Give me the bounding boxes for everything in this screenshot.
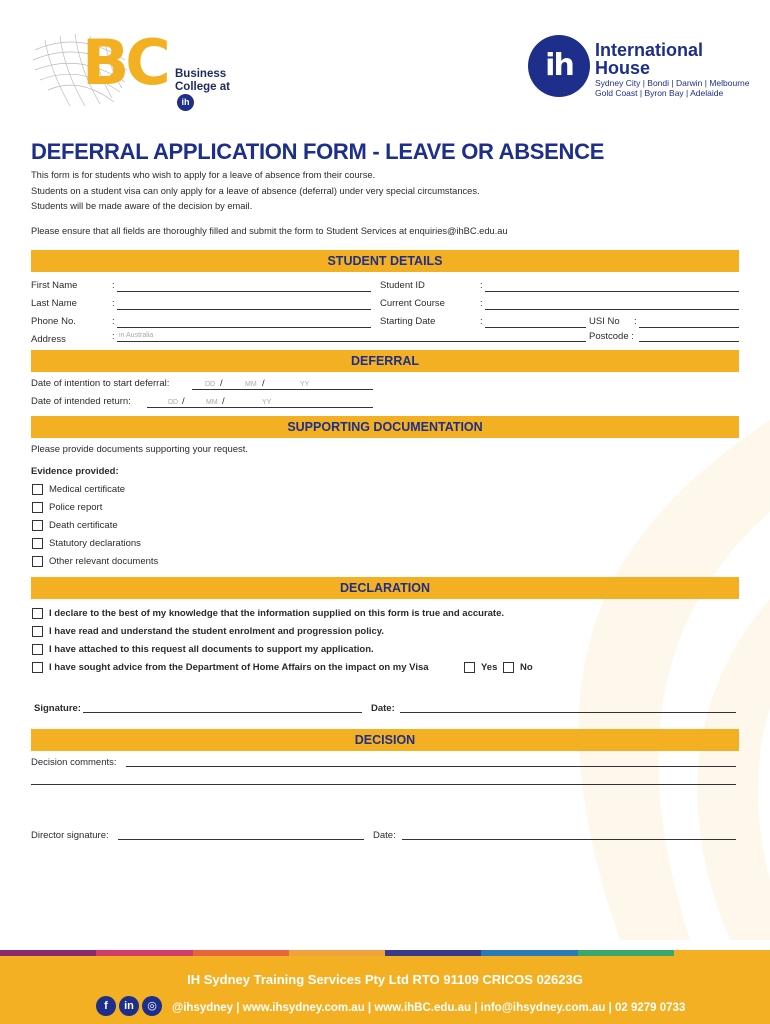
declaration-heading: DECLARATION: [31, 577, 739, 599]
dd-hint: DD: [168, 399, 179, 406]
colon: :: [480, 316, 483, 327]
last-name-label: Last Name: [31, 298, 77, 309]
phone-field[interactable]: [117, 327, 371, 328]
ih-name: [595, 41, 703, 77]
address-hint: in Australia: [119, 332, 154, 339]
ih-badge-icon: ih: [177, 94, 194, 111]
ih-mark: ih: [545, 48, 573, 83]
checkbox-label: Medical certificate: [49, 484, 126, 495]
visa-advice-no[interactable]: [503, 662, 533, 673]
checkbox-label: Statutory declarations: [49, 538, 141, 549]
intro-line: Students on a student visa can only apply for a leave of absence (deferral) under very special circumstances.: [31, 185, 480, 196]
student-id-label: Student ID: [380, 280, 425, 291]
evidence-police-report[interactable]: [32, 502, 102, 513]
yy-hint: YY: [262, 399, 272, 406]
bc-wordmark: BC: [82, 26, 167, 99]
declaration-policy-read[interactable]: [32, 626, 384, 637]
intro-text: [31, 168, 480, 215]
address-field[interactable]: [117, 341, 586, 342]
yy-hint: YY: [300, 381, 310, 388]
bc-subtitle: [175, 68, 250, 111]
checkbox-icon[interactable]: [32, 556, 43, 567]
date-slash: /: [182, 396, 185, 407]
date-slash: /: [222, 396, 225, 407]
starting-date-label: Starting Date: [380, 316, 436, 327]
declaration-documents-attached[interactable]: [32, 644, 374, 655]
signature-field[interactable]: [83, 712, 362, 713]
supporting-instruction: Please provide documents supporting your request.: [31, 444, 249, 455]
checkbox-label: I have read and understand the student enrolment and progression policy.: [49, 626, 385, 637]
page-title: DEFERRAL APPLICATION FORM - LEAVE OR ABSENCE: [31, 139, 605, 164]
decision-date-field[interactable]: [402, 839, 736, 840]
bc-logo: [30, 26, 250, 110]
declaration-visa-advice[interactable]: [32, 662, 429, 673]
director-signature-label: Director signature:: [31, 830, 109, 841]
checkbox-icon[interactable]: [32, 502, 43, 513]
checkbox-icon[interactable]: [32, 538, 43, 549]
supporting-documentation-heading: SUPPORTING DOCUMENTATION: [31, 416, 739, 438]
evidence-statutory-declarations[interactable]: [32, 538, 141, 549]
evidence-other-documents[interactable]: [32, 556, 158, 567]
declaration-true-accurate[interactable]: [32, 608, 504, 619]
current-course-label: Current Course: [380, 298, 445, 309]
international-house-logo: [528, 35, 748, 105]
starting-date-field[interactable]: [485, 327, 586, 328]
last-name-field[interactable]: [117, 309, 371, 310]
yes-label: Yes: [481, 662, 498, 673]
evidence-death-certificate[interactable]: [32, 520, 118, 531]
footer-contact-line: @ihsydney | www.ihsydney.com.au | www.ihBC.edu.au | info@ihsydney.com.au | 02 9279 0733: [172, 1002, 686, 1014]
evidence-label: Evidence provided:: [31, 466, 119, 477]
decision-comments-label: Decision comments:: [31, 757, 117, 768]
ih-cities: [595, 78, 750, 98]
decision-comments-field[interactable]: [126, 766, 736, 767]
student-details-heading: STUDENT DETAILS: [31, 250, 739, 272]
date-slash: /: [262, 378, 265, 389]
bc-sub-line1: Business: [175, 68, 227, 80]
phone-label: Phone No.: [31, 316, 76, 327]
checkbox-label: I have sought advice from the Department of Home Affairs on the impact on my Visa: [49, 662, 429, 673]
address-label: Address: [31, 334, 66, 345]
checkbox-icon[interactable]: [32, 484, 43, 495]
checkbox-label: Death certificate: [49, 520, 118, 531]
colon: :: [634, 316, 637, 327]
deferral-return-date-field[interactable]: [147, 407, 373, 408]
dd-hint: DD: [205, 381, 216, 388]
usi-label: USI No: [589, 316, 620, 327]
first-name-label: First Name: [31, 280, 78, 291]
signature-label: Signature:: [34, 703, 81, 714]
colon: :: [480, 280, 483, 291]
director-signature-field[interactable]: [118, 839, 364, 840]
deferral-heading: DEFERRAL: [31, 350, 739, 372]
bc-sub-line2: College at: [175, 81, 230, 93]
intro-line: This form is for students who wish to apply for a leave of absence from their course.: [31, 170, 376, 180]
usi-field[interactable]: [639, 327, 739, 328]
swoosh-watermark-icon: [470, 420, 770, 940]
facebook-icon[interactable]: f: [96, 996, 116, 1016]
checkbox-icon[interactable]: [32, 644, 43, 655]
colon: :: [112, 331, 115, 342]
ih-name-line1: International: [595, 40, 704, 60]
linkedin-icon[interactable]: in: [119, 996, 139, 1016]
decision-heading: DECISION: [31, 729, 739, 751]
colon: :: [112, 280, 115, 291]
decision-comments-field-line2[interactable]: [31, 784, 736, 785]
ih-cities-line1: Sydney City | Bondi | Darwin | Melbourne: [595, 78, 750, 88]
checkbox-icon[interactable]: [32, 626, 43, 637]
mm-hint: MM: [245, 381, 257, 388]
deferral-start-date-field[interactable]: [192, 389, 373, 390]
evidence-medical-certificate[interactable]: [32, 484, 125, 495]
postcode-label: Postcode :: [589, 331, 634, 342]
colon: :: [112, 316, 115, 327]
declaration-date-field[interactable]: [400, 712, 736, 713]
colon: :: [112, 298, 115, 309]
visa-advice-yes[interactable]: [464, 662, 497, 673]
decision-date-label: Date:: [373, 830, 396, 841]
no-label: No: [520, 662, 533, 673]
deferral-start-label: Date of intention to start deferral:: [31, 378, 170, 389]
checkbox-label: Other relevant documents: [49, 556, 159, 567]
ih-globe-icon: [528, 35, 590, 97]
checkbox-label: I have attached to this request all documents to support my application.: [49, 644, 374, 655]
checkbox-label: I declare to the best of my knowledge that the information supplied on this form is true and accurate.: [49, 608, 505, 619]
first-name-field[interactable]: [117, 291, 371, 292]
checkbox-icon[interactable]: [503, 662, 514, 673]
checkbox-icon[interactable]: [32, 520, 43, 531]
date-slash: /: [220, 378, 223, 389]
checkbox-icon[interactable]: [32, 608, 43, 619]
ih-cities-line2: Gold Coast | Byron Bay | Adelaide: [595, 88, 724, 98]
colon: :: [480, 298, 483, 309]
mm-hint: MM: [206, 399, 218, 406]
checkbox-icon[interactable]: [32, 662, 43, 673]
checkbox-label: Police report: [49, 502, 103, 513]
checkbox-icon[interactable]: [464, 662, 475, 673]
ih-name-line2: House: [595, 58, 651, 78]
submission-instructions: Please ensure that all fields are thoroughly filled and submit the form to Student Services at enquiries@ihBC.edu.au: [31, 226, 508, 236]
declaration-date-label: Date:: [371, 703, 395, 714]
intro-line: Students will be made aware of the decision by email.: [31, 201, 253, 211]
footer-company-line: IH Sydney Training Services Pty Ltd RTO 91109 CRICOS 02623G: [187, 972, 583, 987]
student-id-field[interactable]: [485, 291, 739, 292]
current-course-field[interactable]: [485, 309, 739, 310]
instagram-icon[interactable]: ◎: [142, 996, 162, 1016]
footer: [0, 956, 770, 1024]
postcode-field[interactable]: [639, 341, 739, 342]
deferral-return-label: Date of intended return:: [31, 396, 131, 407]
